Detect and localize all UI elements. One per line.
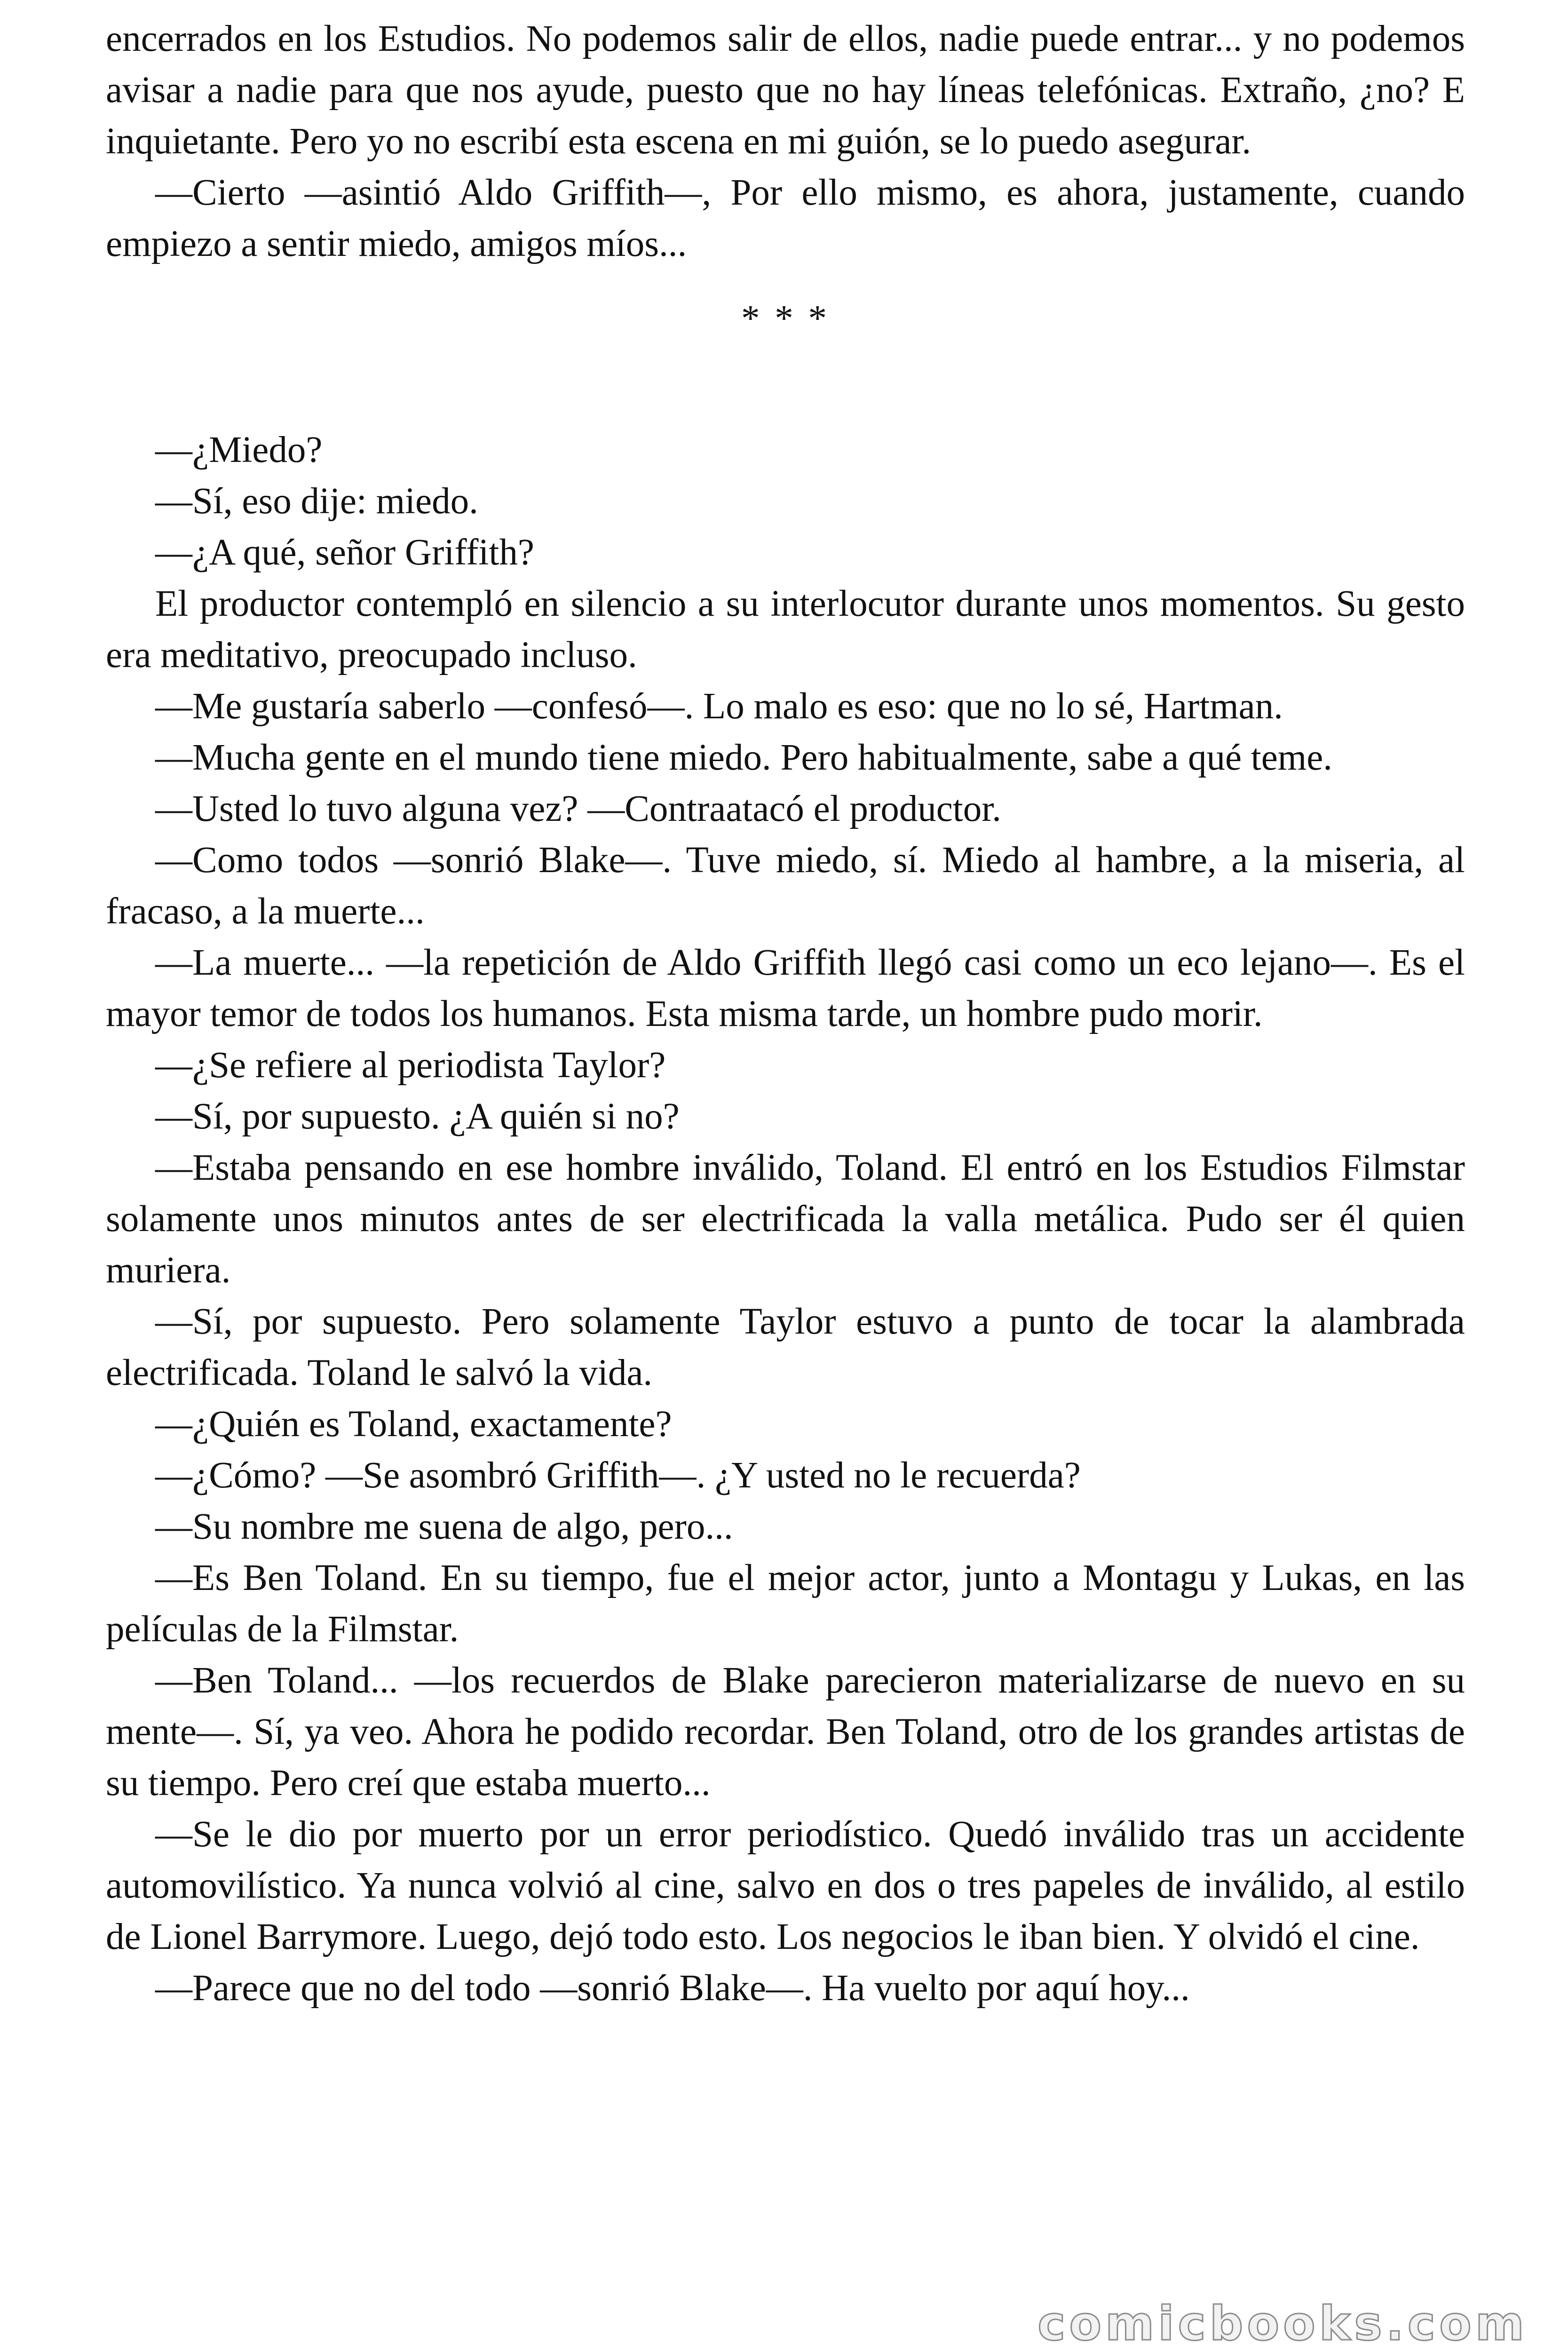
paragraph: —Parece que no del todo —sonrió Blake—. Ha vuelto por aquí hoy...	[155, 1968, 1190, 2009]
paragraph: —¿Se refiere al periodista Taylor?	[155, 1045, 666, 1086]
paragraph: —La muerte... —la repetición de Aldo Griffith llegó casi como un eco lejano—. Es el mayor temor de todos los humanos. Esta misma tarde, un hombre pudo morir.	[106, 942, 1465, 1034]
paragraph: —Usted lo tuvo alguna vez? —Contraatacó el productor.	[155, 788, 1001, 829]
paragraph: —Me gustaría saberlo —confesó—. Lo malo es eso: que no lo sé, Hartman.	[155, 686, 1283, 727]
paragraph: —Se le dio por muerto por un error periodístico. Quedó inválido tras un accidente automovilístico. Ya nunca volvió al cine, salvo en dos o tres papeles de inválido, al estilo de Lionel Barrymore. Luego, dejó todo esto. Los negocios le iban bien. Y olvidó el cine.	[106, 1814, 1465, 1957]
paragraph: —¿Miedo?	[155, 429, 323, 470]
paragraph: encerrados en los Estudios. No podemos salir de ellos, nadie puede entrar... y no podemos avisar a nadie para que nos ayude, puesto que no hay líneas telefónicas. Extraño, ¿no? E inquietante. Pero yo no escribí esta escena en mi guión, se lo puedo asegurar.	[106, 18, 1465, 162]
paragraph: —Como todos —sonrió Blake—. Tuve miedo, sí. Miedo al hambre, a la miseria, al fracaso, a la muerte...	[106, 840, 1465, 932]
paragraph: —Es Ben Toland. En su tiempo, fue el mejor actor, junto a Montagu y Lukas, en las películas de la Filmstar.	[106, 1557, 1465, 1650]
paragraph: —¿Quién es Toland, exactamente?	[155, 1404, 672, 1445]
paragraph: El productor contempló en silencio a su interlocutor durante unos momentos. Su gesto era meditativo, preocupado incluso.	[106, 583, 1465, 675]
paragraph: —Sí, por supuesto. Pero solamente Taylor estuvo a punto de tocar la alambrada electrificada. Toland le salvó la vida.	[106, 1301, 1465, 1393]
paragraph: —Ben Toland... —los recuerdos de Blake parecieron materializarse de nuevo en su mente—. Sí, ya veo. Ahora he podido recordar. Ben Toland, otro de los grandes artistas de su tiempo. Pero creí que estaba muerto...	[106, 1660, 1465, 1804]
paragraph: —¿Cómo? —Se asombró Griffith—. ¿Y usted no le recuerda?	[155, 1455, 1081, 1496]
watermark-logo: comicbooks.com	[1037, 2296, 1528, 2351]
book-page	[106, 13, 1465, 2014]
paragraph: —Mucha gente en el mundo tiene miedo. Pero habitualmente, sabe a qué teme.	[155, 737, 1333, 778]
section-separator: * * *	[741, 298, 830, 339]
paragraph: —Cierto —asintió Aldo Griffith—, Por ello mismo, es ahora, justamente, cuando empiezo a sentir miedo, amigos míos...	[106, 172, 1465, 264]
paragraph: —Sí, por supuesto. ¿A quién si no?	[155, 1096, 680, 1137]
paragraph: —Sí, eso dije: miedo.	[155, 481, 478, 522]
paragraph: —Su nombre me suena de algo, pero...	[155, 1506, 733, 1547]
paragraph: —¿A qué, señor Griffith?	[155, 532, 534, 573]
paragraph: —Estaba pensando en ese hombre inválido, Toland. El entró en los Estudios Filmstar solamente unos minutos antes de ser electrificada la valla metálica. Pudo ser él quien muriera.	[106, 1147, 1465, 1291]
